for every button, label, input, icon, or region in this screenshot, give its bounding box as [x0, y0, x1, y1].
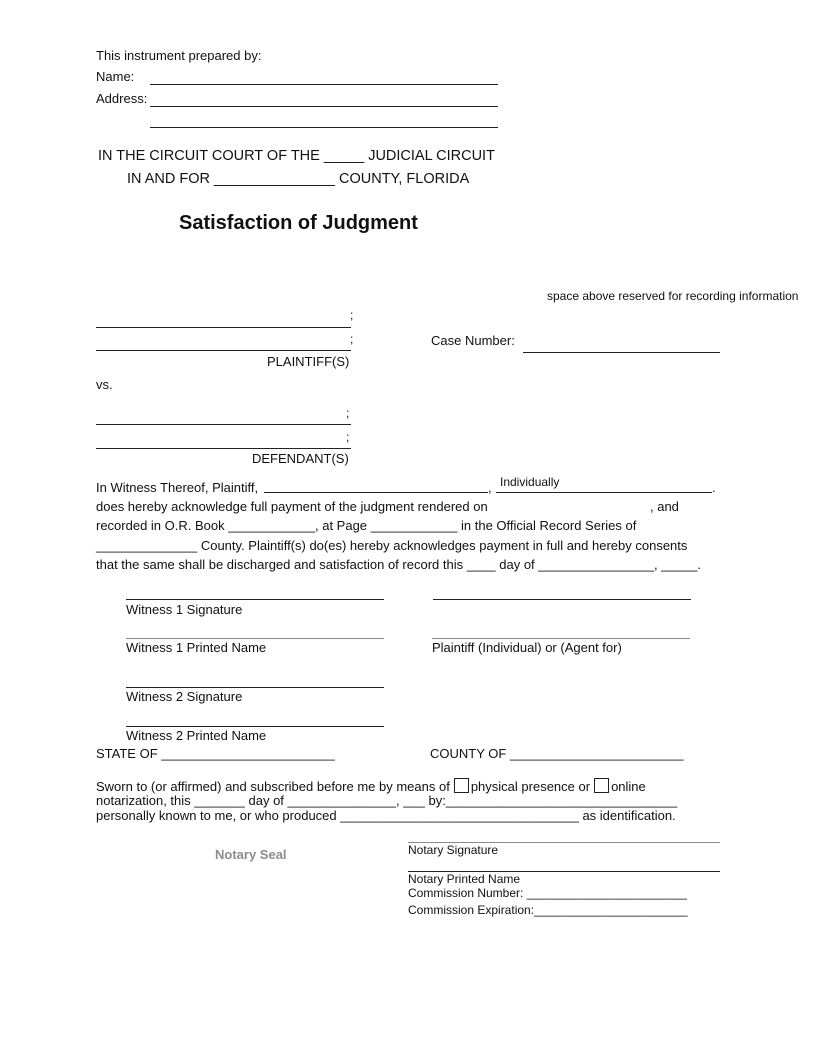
- notarization-line: notarization, this _______ day of _______________, ___ by:________________________________: [96, 793, 678, 808]
- body-line-4: ______________ County. Plaintiff(s) do(es) hereby acknowledges payment in full and hereby consents: [96, 538, 688, 553]
- witness-2-signature-label: Witness 2 Signature: [126, 689, 243, 704]
- defendant-semicolon-1: ;: [346, 406, 350, 420]
- capacity-field[interactable]: [496, 492, 712, 493]
- body-line-1-period: .: [712, 480, 716, 495]
- defendant-name-field-1[interactable]: [96, 424, 351, 425]
- state-of-line: STATE OF ________________________: [96, 746, 335, 761]
- witness-2-signature-field[interactable]: [126, 687, 384, 688]
- plaintiff-name-field-1[interactable]: [96, 327, 351, 328]
- body-line-1-comma: ,: [488, 480, 492, 495]
- witness-2-printed-label: Witness 2 Printed Name: [126, 728, 267, 743]
- defendants-label: DEFENDANT(S): [252, 451, 349, 466]
- identification-line: personally known to me, or who produced _________________________________ as identification.: [96, 808, 676, 823]
- witness-1-signature-label: Witness 1 Signature: [126, 602, 243, 617]
- physical-presence-checkbox[interactable]: [454, 778, 469, 793]
- individually-label: Individually: [500, 475, 560, 489]
- notary-printed-name-label: Notary Printed Name: [408, 872, 521, 886]
- body-line-3: recorded in O.R. Book ____________, at Page ____________ in the Official Record Series of: [96, 518, 637, 533]
- online-checkbox[interactable]: [594, 778, 609, 793]
- body-line-2: does hereby acknowledge full payment of the judgment rendered on: [96, 499, 488, 514]
- body-line-5: that the same shall be discharged and satisfaction of record this ____ day of ________________, _____.: [96, 557, 701, 572]
- plaintiff-semicolon-1: ;: [350, 308, 354, 322]
- case-number-label: Case Number:: [431, 333, 515, 348]
- address-label: Address:: [96, 91, 148, 106]
- body-line-2-end: , and: [650, 499, 679, 514]
- physical-presence-label: physical presence or: [470, 779, 591, 794]
- witness-1-printed-label: Witness 1 Printed Name: [126, 640, 267, 655]
- prepared-by-heading: This instrument prepared by:: [96, 48, 262, 63]
- plaintiff-printed-field[interactable]: [432, 638, 690, 639]
- recording-note: space above reserved for recording information: [547, 289, 799, 303]
- page-title: Satisfaction of Judgment: [179, 212, 418, 234]
- case-number-field[interactable]: [523, 352, 720, 353]
- commission-number-line: Commission Number: ________________________: [408, 886, 687, 900]
- name-label: Name:: [96, 69, 135, 84]
- plaintiff-name-body-field[interactable]: [264, 492, 488, 493]
- defendant-semicolon-2: ;: [346, 430, 350, 444]
- plaintiff-signature-field[interactable]: [433, 599, 691, 600]
- plaintiff-signature-label: Plaintiff (Individual) or (Agent for): [432, 640, 622, 655]
- address-field-line-1[interactable]: [150, 106, 498, 107]
- court-line-1: IN THE CIRCUIT COURT OF THE _____ JUDICIAL CIRCUIT: [98, 148, 495, 164]
- vs-label: vs.: [96, 377, 113, 392]
- witness-2-printed-field[interactable]: [126, 726, 384, 727]
- plaintiff-name-field-2[interactable]: [96, 350, 351, 351]
- witness-1-printed-field[interactable]: [126, 638, 384, 639]
- plaintiff-semicolon-2: ;: [350, 332, 354, 346]
- commission-expiration-line: Commission Expiration:_______________________: [408, 903, 688, 917]
- online-label: online: [611, 779, 646, 794]
- plaintiffs-label: PLAINTIFF(S): [267, 354, 350, 369]
- address-field-line-2[interactable]: [150, 127, 498, 128]
- witness-1-signature-field[interactable]: [126, 599, 384, 600]
- notary-seal-label: Notary Seal: [215, 847, 287, 862]
- body-line-1: In Witness Thereof, Plaintiff,: [96, 480, 259, 495]
- defendant-name-field-2[interactable]: [96, 448, 351, 449]
- sworn-line: [96, 778, 646, 793]
- sworn-line-text: Sworn to (or affirmed) and subscribed before me by means of: [96, 779, 450, 794]
- court-line-2: IN AND FOR _______________ COUNTY, FLORIDA: [127, 171, 470, 187]
- notary-signature-label: Notary Signature: [408, 843, 499, 857]
- name-field[interactable]: [150, 84, 498, 85]
- county-of-line: COUNTY OF ________________________: [430, 746, 684, 761]
